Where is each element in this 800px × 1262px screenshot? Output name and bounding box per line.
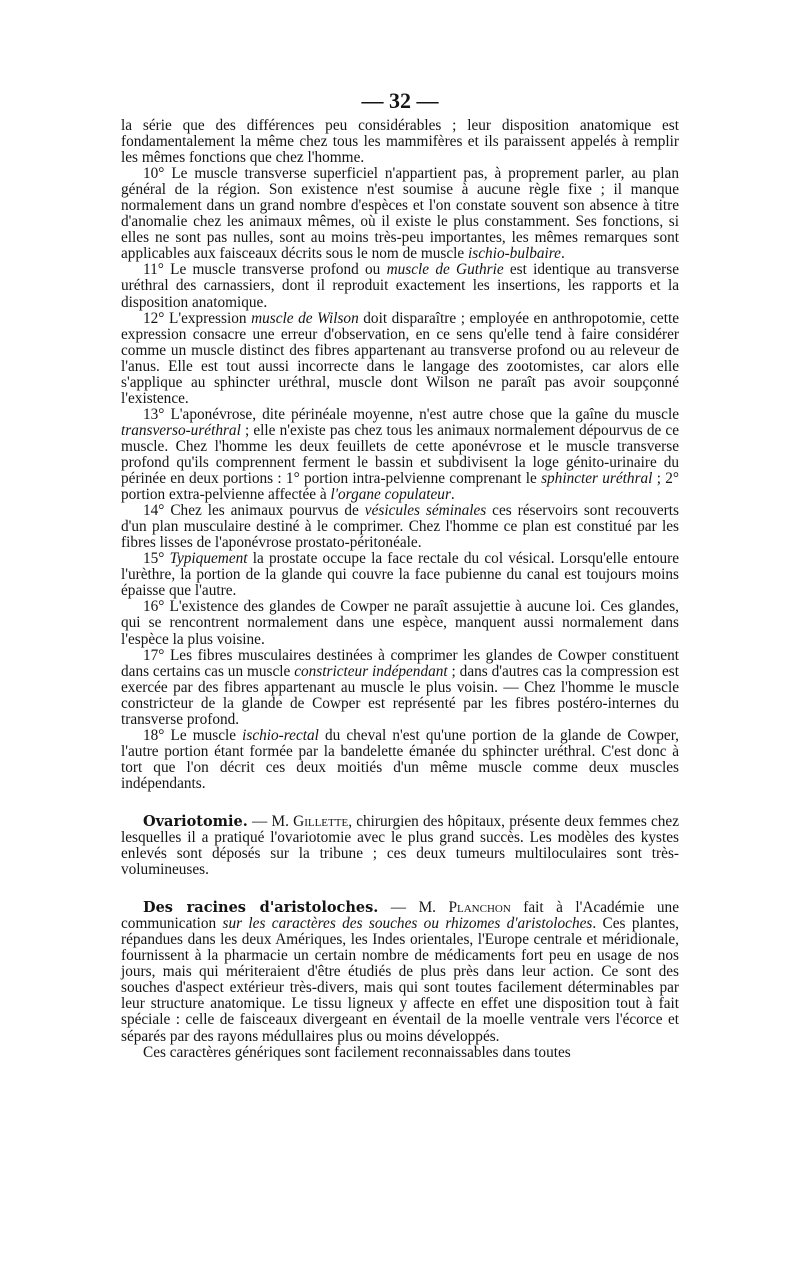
text: L'expression xyxy=(164,309,252,327)
item-number: 18° xyxy=(143,726,165,744)
text: — M. xyxy=(247,812,294,830)
section-title: Ovariotomie. xyxy=(143,812,248,830)
text: . xyxy=(560,245,565,263)
italic-term: constricteur indépendant xyxy=(294,662,448,680)
text: Le muscle transverse profond ou xyxy=(163,261,387,279)
italic-term: vésicules séminales xyxy=(364,502,487,520)
last-line: Ces caractères génériques sont facilement reconnaissables dans toutes xyxy=(143,1043,571,1061)
section-ovariotomie xyxy=(121,814,679,878)
italic-term: muscle de Guthrie xyxy=(386,261,504,279)
item-number: 16° xyxy=(143,598,165,616)
text: Chez les animaux pourvus de xyxy=(164,502,365,520)
item-number: 13° xyxy=(143,405,165,423)
text: L'existence des glandes de Cowper ne paraît assujettie à aucune loi. Ces glandes, qui se rencontrent normalement dans une espèce, manquent aussi normalement dans l'espèce la plus voisine. xyxy=(121,598,679,648)
conclusion-10 xyxy=(121,166,679,262)
conclusion-12 xyxy=(121,311,679,407)
italic-term: sphincter uréthral xyxy=(541,470,653,488)
conclusion-17 xyxy=(121,648,679,728)
text: Le muscle xyxy=(164,726,243,744)
text: est identique au transverse uréthral des carnassiers, dont il reproduit exactement les insertions, les rapports et la disposition anatomique. xyxy=(121,261,679,311)
text: , chirurgien des hôpitaux, présente deux femmes chez lesquelles il a pratiqué l'ovariotomie avec le plus grand succès. Les modèles des kystes enlevés sont déposés sur la tribune ; ces deux tumeurs multiloculaires sont très-volumineuses. xyxy=(121,812,680,879)
item-number: 11° xyxy=(143,261,164,279)
section-title: Des racines d'aristoloches. xyxy=(143,899,379,917)
text: ces réservoirs sont recouverts d'un plan musculaire destiné à le comprimer. Chez l'homme ce plan est constitué par les fibres lisses de l'aponévrose prostato-péritonéale. xyxy=(121,502,679,552)
item-number: 14° xyxy=(143,502,165,520)
text: ; 2° portion extra-pelvienne affectée à xyxy=(121,470,679,504)
conclusion-15 xyxy=(121,551,679,599)
section-aristoloches xyxy=(121,900,679,1044)
italic-term: sur les caractères des souches ou rhizomes d'aristoloches xyxy=(222,915,593,933)
text: fait à l'Académie une communication xyxy=(121,899,679,933)
text-column xyxy=(121,118,679,1061)
conclusion-18 xyxy=(121,728,679,792)
text: doit disparaître ; employée en anthropotomie, cette expression consacre une erreur d'observation, en ce sens qu'elle tend à faire considérer comme un muscle distinct des fibres appartenant au transverse profond ou au releveur de l'anus. Elle est tout aussi incorrecte dans le langage des zootomistes, car alors elle s'applique au sphincter uréthral, muscle dont Wilson ne paraît pas avoir soupçonné l'existence. xyxy=(121,309,680,407)
text: ; dans d'autres cas la compression est exercée par des fibres appartenant au muscle le plus voisin. — Chez l'homme le muscle constricteur de la glande de Cowper est représenté par les fibres postéro-internes du transverse profond. xyxy=(121,662,679,728)
italic-term: l'organe copulateur xyxy=(330,486,451,504)
text: — M. xyxy=(378,899,449,917)
conclusion-14 xyxy=(121,503,679,551)
item-number: 15° xyxy=(143,550,165,568)
text: du cheval n'est qu'une portion de la glande de Cowper, l'autre portion étant formée par la bandelette émanée du sphincter uréthral. C'est donc à tort que l'on décrit ces deux moitiés d'un même muscle comme deux muscles indépendants. xyxy=(121,726,679,792)
text: ; elle n'existe pas chez tous les animaux normalement dépourvus de ce muscle. Chez l'homme les deux feuillets de cette aponévrose et le muscle transverse profond qu'ils comprennent ferment le bassin et subdivisent la loge génito-urinaire du périnée en deux portions : 1° portion intra-pelvienne comprenant le xyxy=(121,421,679,488)
page-number: — 32 — xyxy=(361,88,439,113)
item-number: 10° xyxy=(143,165,165,183)
text: . xyxy=(450,486,455,504)
text: la prostate occupe la face rectale du col vésical. Lorsqu'elle entoure l'urèthre, la portion de la glande qui couvre la face pubienne du canal est toujours moins épaisse que l'autre. xyxy=(121,550,679,600)
item-number: 17° xyxy=(143,646,165,664)
text: Les fibres musculaires destinées à comprimer les glandes de Cowper constituent dans certains cas un muscle xyxy=(121,646,679,680)
author-name: Gillette xyxy=(293,812,349,830)
text: Le muscle transverse superficiel n'appartient pas, à proprement parler, au plan général de la région. Son existence n'est soumise à aucune règle fixe ; il manque normalement dans un grand nombre d'espèces et l'on constate souvent son absence à titre d'anomalie chez les animaux mêmes, où il existe le plus constamment. Ses fonctions, si elles ne sont pas nulles, sont au moins très-peu importantes, les mêmes remarques sont applicables aux faisceaux décrits sous le nom de muscle xyxy=(121,165,679,263)
text: L'aponévrose, dite périnéale moyenne, n'est autre chose que la gaîne du muscle xyxy=(164,405,679,423)
section-gap xyxy=(121,878,679,900)
conclusion-16 xyxy=(121,599,679,647)
italic-term: muscle de Wilson xyxy=(251,309,359,327)
item-number: 12° xyxy=(143,309,165,327)
italic-term: Typiquement xyxy=(169,550,248,568)
conclusion-13 xyxy=(121,407,679,503)
author-name: Planchon xyxy=(448,899,511,917)
italic-term: ischio-bulbaire xyxy=(468,245,561,263)
section-gap xyxy=(121,792,679,814)
conclusion-11 xyxy=(121,262,679,310)
italic-term: transverso-uréthral xyxy=(121,421,241,439)
italic-term: ischio-rectal xyxy=(242,726,319,744)
intro-paragraph: la série que des différences peu considérables ; leur disposition anatomique est fondamentalement la même chez tous les mammifères et ils paraissent appelés à remplir les mêmes fonctions que chez l'homme. xyxy=(121,117,679,167)
text: . Ces plantes, répandues dans les deux Amériques, les Indes orientales, l'Europe centrale et méridionale, fournissent à la pharmacie un certain nombre de médicaments fort peu en usage de nos jours, mais qui mériteraient d'être étudiés de plus près dans leur action. Ce sont des souches d'aspect extérieur très-divers, mais qui sont toutes facilement déterminables par leur structure anatomique. Le tissu ligneux y affecte en effet une disposition tout à fait spéciale : celle de faisceaux divergeant en éventail de la moelle ventrale vers l'écorce et séparés par des rayons médullaires plus ou moins développés. xyxy=(121,915,679,1045)
